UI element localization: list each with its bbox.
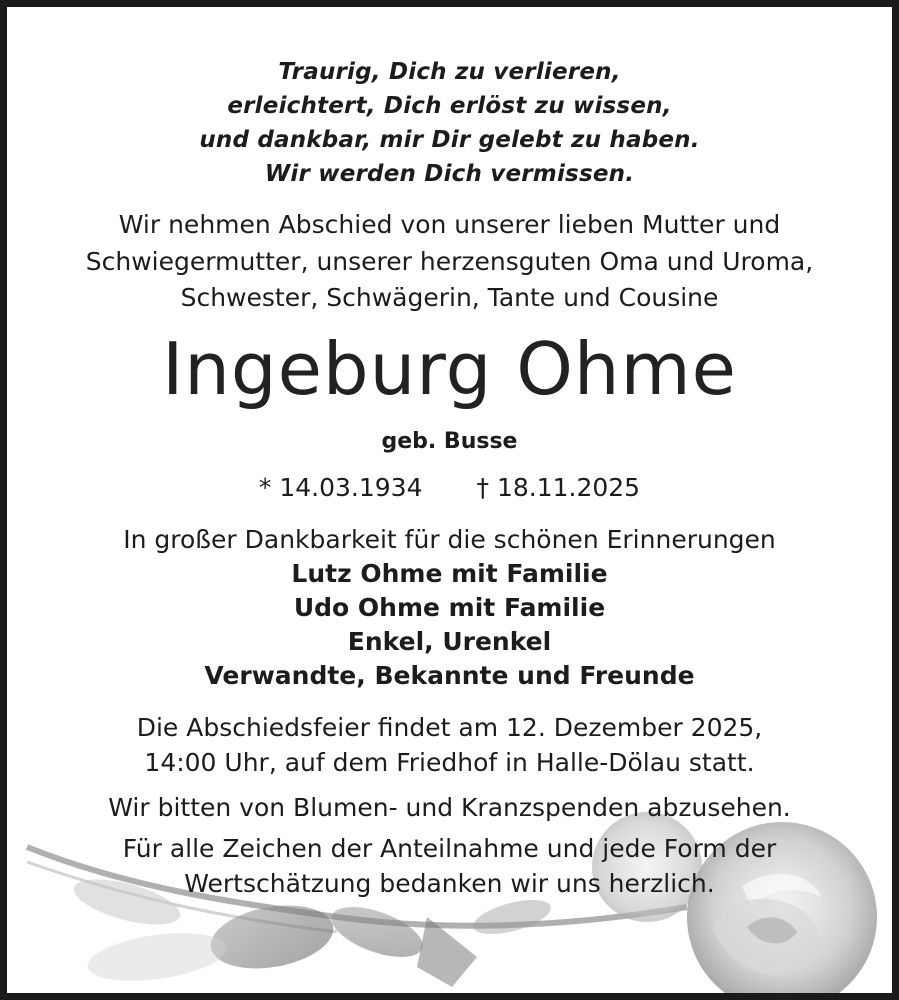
ceremony-line-1: Die Abschiedsfeier findet am 12. Dezember 2025, [136,713,763,742]
life-dates [7,473,892,502]
poem-line-4: Wir werden Dich vermissen. [264,161,635,187]
intro-line-3: Schwester, Schwägerin, Tante und Cousine [180,283,719,312]
flowers-note: Wir bitten von Blumen- und Kranzspenden abzusehen. [108,793,791,822]
mourner-3: Enkel, Urenkel [347,627,552,656]
poem-line-1: Traurig, Dich zu verlieren, [278,59,621,85]
thanks-line-2: Wertschätzung bedanken wir uns herzlich. [184,869,715,898]
birth-date: * 14.03.1934 [258,473,423,502]
thanks-line-1: Für alle Zeichen der Anteilnahme und jede Form der [122,834,777,863]
deceased-name: Ingeburg Ohme [162,327,737,411]
intro-line-2: Schwiegermutter, unserer herzensguten Oma und Uroma, [85,247,814,276]
gratitude-line: In großer Dankbarkeit für die schönen Erinnerungen [123,525,776,554]
mourner-4: Verwandte, Bekannte und Freunde [204,661,695,690]
poem-line-3: und dankbar, mir Dir gelebt zu haben. [199,127,700,153]
intro-line-1: Wir nehmen Abschied von unserer lieben Mutter und [118,210,781,239]
mourner-1: Lutz Ohme mit Familie [291,559,608,588]
poem-line-2: erleichtert, Dich erlöst zu wissen, [227,93,672,119]
mourner-2: Udo Ohme mit Familie [293,593,606,622]
birth-name: geb. Busse [381,429,518,454]
death-date: † 18.11.2025 [476,473,641,502]
ceremony-line-2: 14:00 Uhr, auf dem Friedhof in Halle-Dölau statt. [144,748,755,777]
